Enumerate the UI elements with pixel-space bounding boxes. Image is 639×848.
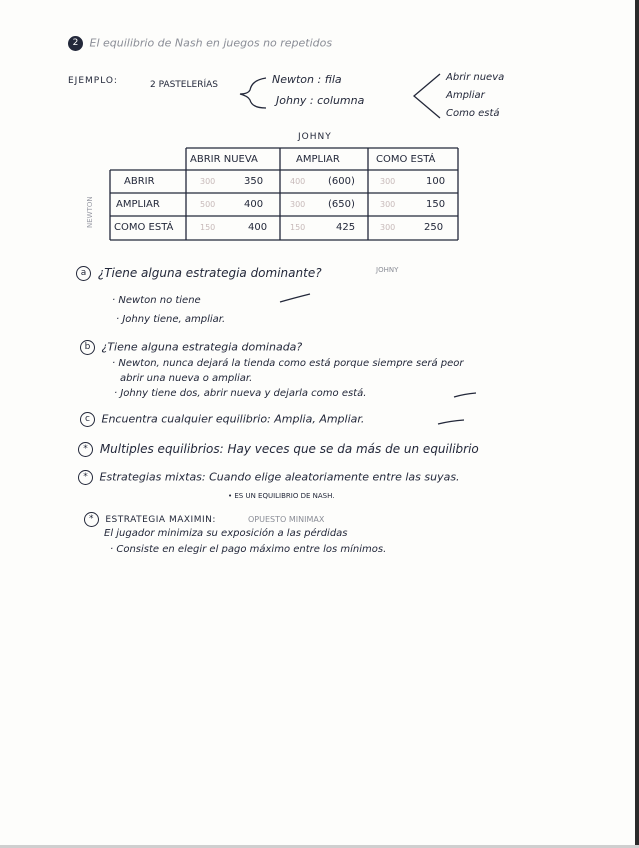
note-multiples-marker: *	[78, 442, 93, 457]
question-b	[80, 340, 302, 355]
question-b-marker: b	[80, 340, 95, 355]
note-mixtas	[78, 470, 460, 485]
player2-note: Johny : columna	[276, 94, 365, 107]
table-cell-ghost: 150	[200, 223, 216, 232]
row-header-como-esta: COMO ESTÁ	[114, 222, 174, 233]
table-cell-value: 100	[426, 176, 446, 187]
check-stroke-icon	[436, 418, 466, 428]
table-cell-ghost: 300	[380, 177, 396, 186]
row-header-abrir: ABRIR	[124, 176, 155, 187]
note-mixtas-marker: *	[78, 470, 93, 485]
table-cell-value: 400	[248, 222, 268, 233]
question-b-answer-2: abrir una nueva o ampliar.	[120, 373, 253, 384]
question-a-answer-2: · Johny tiene, ampliar.	[116, 314, 226, 325]
question-a	[76, 266, 322, 281]
question-a-text: ¿Tiene alguna estrategia dominante?	[97, 266, 322, 280]
table-cell-ghost: 500	[200, 200, 216, 209]
question-b-answer-3: · Johny tiene dos, abrir nueva y dejarla como está.	[114, 388, 367, 399]
table-cell-ghost: 150	[290, 223, 306, 232]
table-cell-ghost: 300	[200, 177, 216, 186]
question-b-text: ¿Tiene alguna estrategia dominada?	[101, 340, 303, 354]
table-cell-value: 250	[424, 222, 444, 233]
question-c-text: Encuentra cualquier equilibrio: Amplia, Ampliar.	[101, 412, 365, 426]
column-player-label: JOHNY	[298, 132, 332, 142]
question-a-marker: a	[76, 266, 91, 281]
note-maximin	[84, 512, 216, 527]
strategy-note-3: Como está	[446, 108, 500, 119]
table-cell-value: 425	[336, 222, 356, 233]
question-a-side-note: JOHNY	[376, 266, 399, 274]
note-maximin-text: ESTRATEGIA MAXIMIN:	[105, 515, 216, 525]
question-a-answer-1: · Newton no tiene	[112, 295, 201, 306]
section-title: El equilibrio de Nash en juegos no repetidos	[89, 36, 333, 50]
table-cell-value: (650)	[328, 199, 355, 210]
row-player-label: NEWTON	[86, 196, 94, 228]
note-maximin-answer-1: El jugador minimiza su exposición a las pérdidas	[104, 528, 348, 539]
player1-note: Newton : fila	[272, 73, 342, 86]
note-multiples-text: Multiples equilibrios: Hay veces que se da más de un equilibrio	[99, 442, 479, 456]
column-header-abrir-nueva: ABRIR NUEVA	[190, 154, 258, 165]
section-number-badge: 2	[68, 36, 83, 51]
question-c	[80, 412, 364, 427]
strategy-note-2: Ampliar	[446, 90, 485, 101]
note-mixtas-text: Estrategias mixtas: Cuando elige aleatoriamente entre las suyas.	[99, 470, 460, 484]
note-maximin-tag: OPUESTO MINIMAX	[248, 515, 325, 524]
question-b-answer-1: · Newton, nunca dejará la tienda como está porque siempre será peor	[112, 358, 464, 369]
check-stroke-icon	[452, 390, 478, 400]
note-maximin-marker: *	[84, 512, 99, 527]
table-cell-value: 350	[244, 176, 264, 187]
row-header-ampliar: AMPLIAR	[116, 199, 160, 210]
example-subject: 2 PASTELERÍAS	[150, 80, 218, 90]
question-c-marker: c	[80, 412, 95, 427]
strategy-note-1: Abrir nueva	[446, 72, 505, 83]
note-multiples	[78, 442, 479, 457]
payoff-table-grid	[0, 0, 639, 260]
column-header-ampliar: AMPLIAR	[296, 154, 340, 165]
table-cell-ghost: 300	[380, 200, 396, 209]
note-mixtas-sub: • ES UN EQUILIBRIO DE NASH.	[228, 492, 335, 500]
table-cell-value: 400	[244, 199, 264, 210]
table-cell-value: (600)	[328, 176, 355, 187]
table-cell-ghost: 400	[290, 177, 306, 186]
table-cell-ghost: 300	[290, 200, 306, 209]
table-cell-ghost: 300	[380, 223, 396, 232]
table-cell-value: 150	[426, 199, 446, 210]
column-header-como-esta: COMO ESTÁ	[376, 154, 436, 165]
example-label: EJEMPLO:	[68, 76, 118, 86]
check-stroke-icon	[278, 292, 312, 304]
note-maximin-answer-2: · Consiste en elegir el pago máximo entre los mínimos.	[110, 544, 387, 555]
